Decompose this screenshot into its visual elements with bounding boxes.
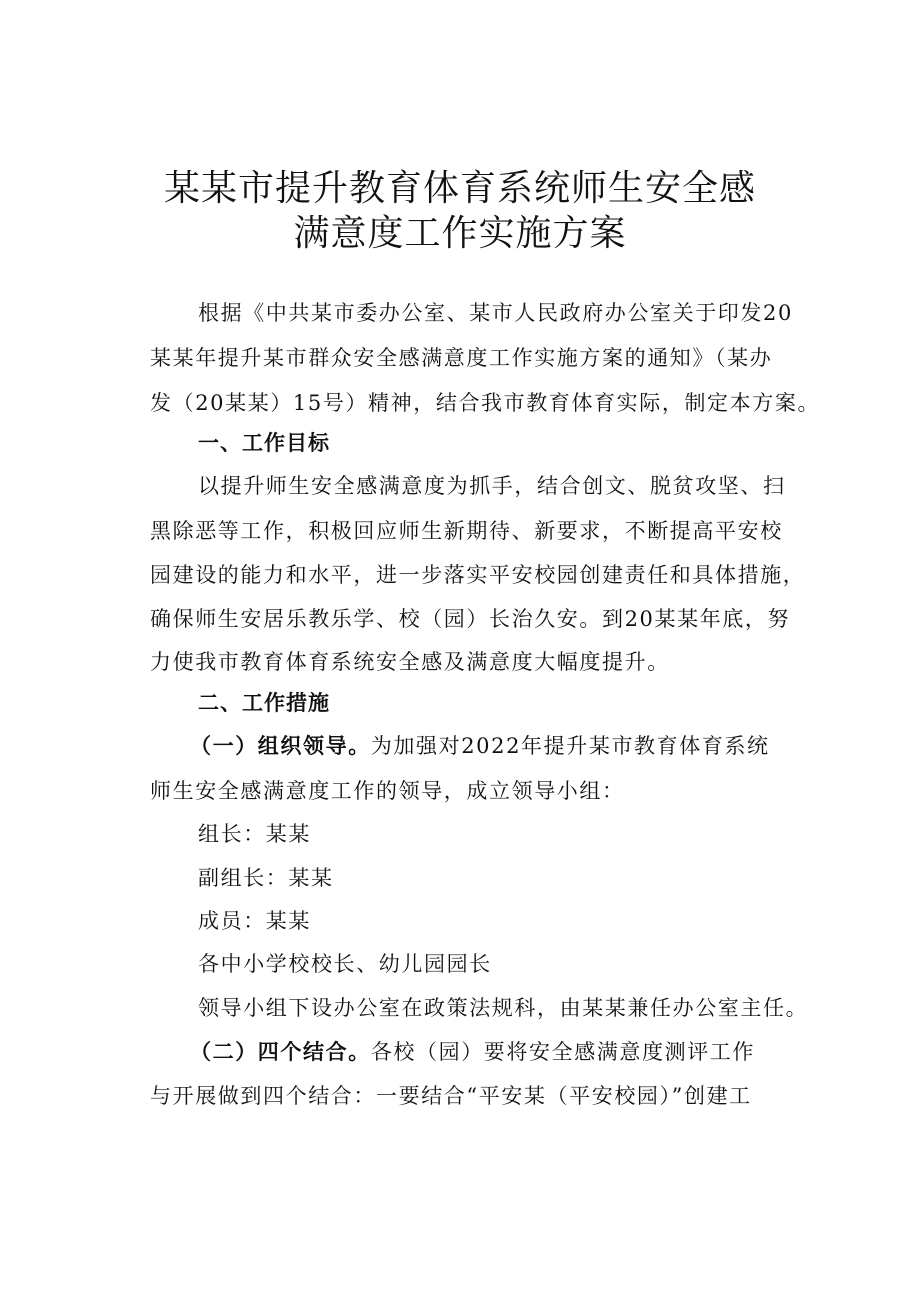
document-title-line-1: 某某市提升教育体育系统师生安全感 — [163, 168, 756, 209]
item-2-text: 各校（园）要将安全感满意度测评工作 — [370, 1040, 756, 1064]
members-extra-line: 各中小学校校长、幼儿园园长 — [198, 952, 492, 976]
item-2-paragraph — [190, 1036, 755, 1066]
deputy-leader-line: 副组长：某某 — [198, 866, 334, 890]
section-1-heading: 一、工作目标 — [198, 431, 330, 455]
item-1-line-2: 师生安全感满意度工作的领导，成立领导小组： — [150, 779, 625, 803]
document-title-line-2: 满意度工作实施方案 — [293, 213, 627, 254]
section-1-line-5: 力使我市教育体育系统安全感及满意度大幅度提升。 — [150, 650, 670, 674]
members-line: 成员：某某 — [198, 909, 311, 933]
section-1-line-4: 确保师生安居乐教乐学、校（园）长治久安。到20某某年底，努 — [150, 607, 791, 631]
section-2-heading: 二、工作措施 — [198, 691, 330, 715]
office-note-line: 领导小组下设办公室在政策法规科，由某某兼任办公室主任。 — [198, 996, 809, 1020]
intro-line-3: 发（20某某）15号）精神，结合我市教育体育实际，制定本方案。 — [150, 391, 821, 415]
item-1-text: 为加强对2022年提升某市教育体育系统 — [370, 734, 770, 758]
leader-line: 组长：某某 — [198, 822, 311, 846]
item-2-lead: （二）四个结合。 — [190, 1039, 371, 1064]
item-1-paragraph — [190, 730, 770, 760]
section-1-line-3: 园建设的能力和水平，进一步落实平安校园创建责任和具体措施， — [150, 563, 806, 587]
intro-line-1: 根据《中共某市委办公室、某市人民政府办公室关于印发20 — [198, 301, 793, 325]
item-1-lead: （一）组织领导。 — [190, 733, 371, 758]
item-2-line-2: 与开展做到四个结合：一要结合“平安某（平安校园）”创建工 — [150, 1084, 752, 1108]
section-1-line-1: 以提升师生安全感满意度为抓手，结合创文、脱贫攻坚、扫 — [198, 474, 786, 498]
section-1-line-2: 黑除恶等工作，积极回应师生新期待、新要求，不断提高平安校 — [150, 519, 783, 543]
intro-line-2: 某某年提升某市群众安全感满意度工作实施方案的通知》（某办 — [150, 346, 773, 370]
